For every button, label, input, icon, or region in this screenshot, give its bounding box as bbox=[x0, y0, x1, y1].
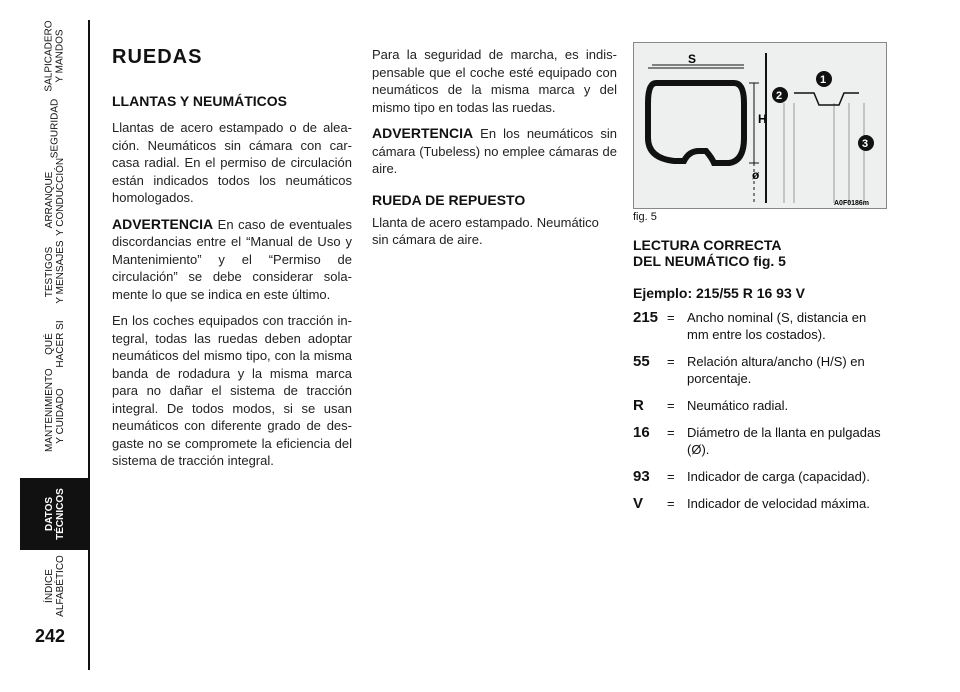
tab-label: MANTENIMIENTO Y CUIDADO bbox=[44, 368, 66, 452]
tab-datos-tecnicos[interactable] bbox=[20, 478, 90, 550]
code-eq: = bbox=[667, 496, 675, 511]
reading-title-2: DEL NEUMÁTICO fig. 5 bbox=[633, 253, 786, 269]
tab-label: ÍNDICE ALFABÉTICO bbox=[44, 555, 66, 617]
code-key: V bbox=[633, 495, 644, 512]
marker-1: 1 bbox=[820, 74, 827, 86]
paragraph: Para la seguridad de marcha, es indispensable que el coche esté equipado con neumáticos de la misma marca y del mismo tipo en todas las ruedas. bbox=[372, 47, 617, 115]
tab-que-hacer[interactable] bbox=[20, 308, 90, 380]
code-eq: = bbox=[667, 354, 675, 369]
example-line: Ejemplo: 215/55 R 16 93 V bbox=[633, 285, 805, 301]
code-eq: = bbox=[667, 425, 675, 440]
column-1 bbox=[112, 42, 352, 479]
warning-label: ADVERTENCIA bbox=[112, 215, 214, 232]
code-list bbox=[633, 309, 883, 512]
tab-indice[interactable] bbox=[20, 550, 90, 622]
marker-3: 3 bbox=[862, 138, 869, 150]
warning-label: ADVERTENCIA bbox=[372, 125, 474, 141]
tab-label: DATOS TÉCNICOS bbox=[44, 488, 66, 540]
column-3 bbox=[633, 42, 883, 522]
code-desc: Ancho nominal (S, distancia en mm entre los costados). bbox=[687, 310, 867, 342]
tab-label: TESTIGOS Y MENSAJES bbox=[44, 240, 66, 304]
code-eq: = bbox=[667, 310, 675, 325]
height-label: H bbox=[758, 112, 767, 126]
page-number: 242 bbox=[35, 626, 66, 646]
tab-label: SEGURIDAD bbox=[49, 98, 61, 158]
code-key: 93 bbox=[633, 468, 650, 485]
code-desc: Relación altura/ancho (H/S) en porcentaje. bbox=[687, 354, 865, 386]
warning-text: En los neumáticos sin cámara (Tubeless) no emplee cámaras de aire. bbox=[372, 126, 617, 176]
tab-seguridad[interactable] bbox=[20, 92, 90, 164]
code-row bbox=[633, 424, 883, 458]
tab-salpicadero[interactable] bbox=[20, 20, 90, 92]
figure-caption: fig. 5 bbox=[633, 211, 657, 223]
code-desc: Neumático radial. bbox=[687, 398, 789, 413]
tab-testigos[interactable] bbox=[20, 236, 90, 308]
column-2 bbox=[372, 46, 617, 258]
reading-title-1: LECTURA CORRECTA bbox=[633, 237, 782, 253]
tab-label: ARRANQUE Y CONDUCCIÓN bbox=[44, 157, 66, 236]
tire-diagram bbox=[634, 43, 886, 208]
subsection-title: RUEDA DE REPUESTO bbox=[372, 191, 526, 208]
paragraph: Llanta de acero estampado. Neumático sin cámara de aire. bbox=[372, 214, 599, 247]
code-desc: Indicador de carga (capacidad). bbox=[687, 469, 870, 484]
diameter-label: ø bbox=[752, 168, 760, 182]
tire-figure bbox=[633, 42, 887, 209]
tab-mantenimiento[interactable] bbox=[20, 368, 90, 452]
paragraph: En los coches equipados con tracción integral, todas las ruedas deben adoptar neumáticos del mismo tipo, con la misma banda de rodadura y la misma marca para no dañar el sistema de tracción integral. De todos modos, si se usan neumáticos con diferente grado de desgaste no se compromete la eficiencia del sistema de tracción integral. bbox=[112, 313, 352, 468]
subsection-title: LLANTAS Y NEUMÁTICOS bbox=[112, 93, 288, 109]
code-eq: = bbox=[667, 398, 675, 413]
width-label: S bbox=[688, 52, 697, 66]
code-desc: Diámetro de la llanta en pulgadas (Ø). bbox=[687, 425, 881, 457]
code-desc: Indicador de velocidad máxima. bbox=[687, 496, 870, 511]
tab-label: SALPICADERO Y MANDOS bbox=[44, 20, 67, 92]
tab-arranque[interactable] bbox=[20, 157, 90, 236]
code-eq: = bbox=[667, 469, 675, 484]
warning bbox=[112, 216, 352, 304]
code-row bbox=[633, 397, 883, 414]
tab-label: QUÉ HACER SI bbox=[44, 320, 66, 368]
figure-code: A0F0186m bbox=[834, 200, 870, 207]
code-key: 16 bbox=[633, 424, 650, 441]
code-row bbox=[633, 353, 883, 387]
code-row bbox=[633, 468, 883, 485]
code-row bbox=[633, 309, 883, 343]
section-title: RUEDAS bbox=[112, 46, 203, 68]
paragraph: Llantas de acero estampado o de aleación. Neumáticos sin cámara con carcasa radial. En el permiso de circulación están indicados todos los neumáticos homologados. bbox=[112, 120, 352, 205]
code-row bbox=[633, 495, 883, 512]
code-key: 215 bbox=[633, 309, 659, 326]
marker-2: 2 bbox=[776, 90, 783, 102]
code-key: 55 bbox=[633, 353, 650, 370]
code-key: R bbox=[633, 397, 644, 414]
warning bbox=[372, 125, 617, 178]
warning-text: En caso de eventuales discordancias entre el “Manual de Uso y Mantenimiento” y el “Permiso de circulación” se debe considerar solamente lo que se indica en este último. bbox=[112, 216, 352, 302]
